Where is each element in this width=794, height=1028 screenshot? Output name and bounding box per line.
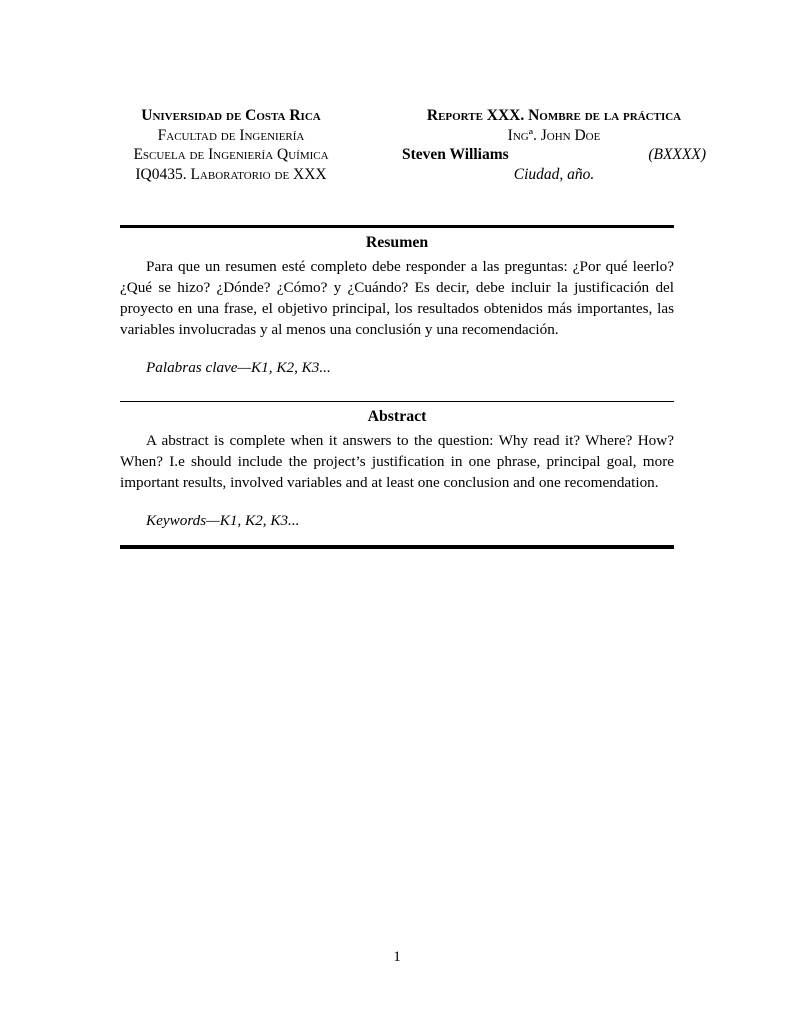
page-footer <box>0 948 794 966</box>
school-name: Escuela de Ingeniería Química <box>133 146 329 163</box>
university-name: Universidad de Costa Rica <box>141 107 321 124</box>
abstract-block <box>120 225 674 549</box>
institution-block <box>112 106 350 184</box>
city-year: Ciudad, año. <box>513 165 595 183</box>
faculty-name: Facultad de Ingeniería <box>157 126 305 144</box>
document-header <box>112 106 706 184</box>
instructor-name: Ingª. John Doe <box>507 126 601 144</box>
spacer <box>120 378 674 401</box>
resumen-heading: Resumen <box>365 234 429 251</box>
abstract-heading: Abstract <box>367 408 427 425</box>
course-name: IQ0435. Laboratorio de XXX <box>135 165 327 183</box>
spacer <box>120 531 674 545</box>
page-number: 1 <box>393 948 401 965</box>
resumen-keywords: Palabras clave—K1, K2, K3... <box>146 359 331 376</box>
abstract-keywords: Keywords—K1, K2, K3... <box>146 512 300 529</box>
author-name: Steven Williams <box>402 146 509 163</box>
report-title: Reporte XXX. Nombre de la práctica <box>426 107 682 124</box>
resumen-text: Para que un resumen esté completo debe responder a las preguntas: ¿Por qué leerlo? ¿Qué se hizo? ¿Dónde? ¿Cómo? y ¿Cuándo? Es decir, debe incluir la justificación del proyecto en una frase, el objetivo principal, los resultados obtenidos más importantes, las variables involucradas y al menos una conclusión y una recomendación. <box>120 258 674 338</box>
bottom-rule <box>120 545 674 549</box>
abstract-text: A abstract is complete when it answers to the question: Why read it? Where? How? When? I.e should include the project’s justification in one phrase, principal goal, more important results, involved variables and at least one conclusion and one recomendation. <box>120 432 674 491</box>
report-block <box>402 106 706 184</box>
author-line <box>402 145 706 165</box>
top-rule <box>120 225 674 228</box>
middle-rule <box>120 401 674 402</box>
student-id: (BXXXX) <box>648 146 706 163</box>
